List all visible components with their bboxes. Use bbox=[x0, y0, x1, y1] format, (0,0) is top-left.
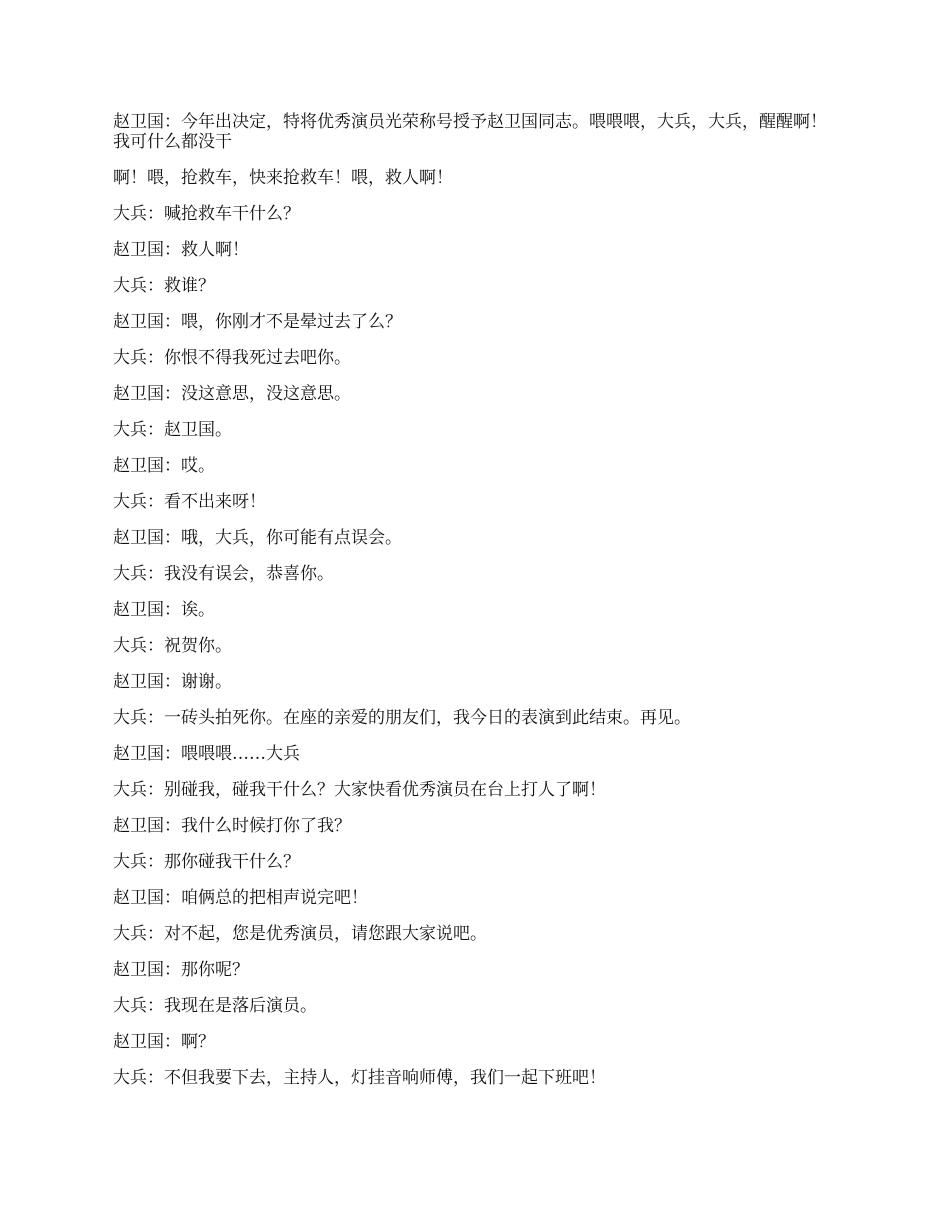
dialogue-line: 大兵：对不起，您是优秀演员，请您跟大家说吧。 bbox=[113, 924, 487, 944]
dialogue-line: 赵卫国：谢谢。 bbox=[113, 672, 232, 692]
dialogue-line: 赵卫国：我什么时候打你了我？ bbox=[113, 816, 351, 836]
dialogue-line: 大兵：你恨不得我死过去吧你。 bbox=[113, 348, 351, 368]
dialogue-line: 赵卫国：啊？ bbox=[113, 1032, 215, 1052]
dialogue-line: 赵卫国：哎。 bbox=[113, 456, 215, 476]
dialogue-line: 大兵：别碰我，碰我干什么？大家快看优秀演员在台上打人了啊！ bbox=[113, 780, 606, 800]
dialogue-line: 大兵：我现在是落后演员。 bbox=[113, 996, 317, 1016]
dialogue-line: 赵卫国：喂喂喂……大兵 bbox=[113, 744, 300, 764]
dialogue-line: 大兵：我没有误会，恭喜你。 bbox=[113, 564, 334, 584]
dialogue-line: 大兵：一砖头拍死你。在座的亲爱的朋友们，我今日的表演到此结束。再见。 bbox=[113, 708, 691, 728]
dialogue-line: 大兵：看不出来呀！ bbox=[113, 492, 266, 512]
dialogue-line: 赵卫国：救人啊！ bbox=[113, 240, 249, 260]
dialogue-line: 大兵：喊抢救车干什么？ bbox=[113, 204, 300, 224]
dialogue-line: 赵卫国：今年出决定，特将优秀演员光荣称号授予赵卫国同志。喂喂喂，大兵，大兵，醒醒啊！我可什么都没干 bbox=[113, 112, 827, 152]
dialogue-line: 赵卫国：诶。 bbox=[113, 600, 215, 620]
dialogue-line: 赵卫国：喂，你刚才不是晕过去了么？ bbox=[113, 312, 402, 332]
dialogue-line: 赵卫国：咱俩总的把相声说完吧！ bbox=[113, 888, 368, 908]
dialogue-line: 大兵：救谁？ bbox=[113, 276, 215, 296]
dialogue-line: 大兵：不但我要下去，主持人，灯挂音响师傅，我们一起下班吧！ bbox=[113, 1068, 606, 1088]
dialogue-line: 啊！喂，抢救车，快来抢救车！喂，救人啊！ bbox=[113, 168, 453, 188]
dialogue-line: 赵卫国：没这意思，没这意思。 bbox=[113, 384, 351, 404]
dialogue-line: 赵卫国：那你呢？ bbox=[113, 960, 249, 980]
dialogue-text bbox=[113, 112, 841, 1088]
dialogue-line: 大兵：祝贺你。 bbox=[113, 636, 232, 656]
dialogue-line: 大兵：那你碰我干什么？ bbox=[113, 852, 300, 872]
dialogue-line: 大兵：赵卫国。 bbox=[113, 420, 232, 440]
dialogue-line: 赵卫国：哦，大兵，你可能有点误会。 bbox=[113, 528, 402, 548]
